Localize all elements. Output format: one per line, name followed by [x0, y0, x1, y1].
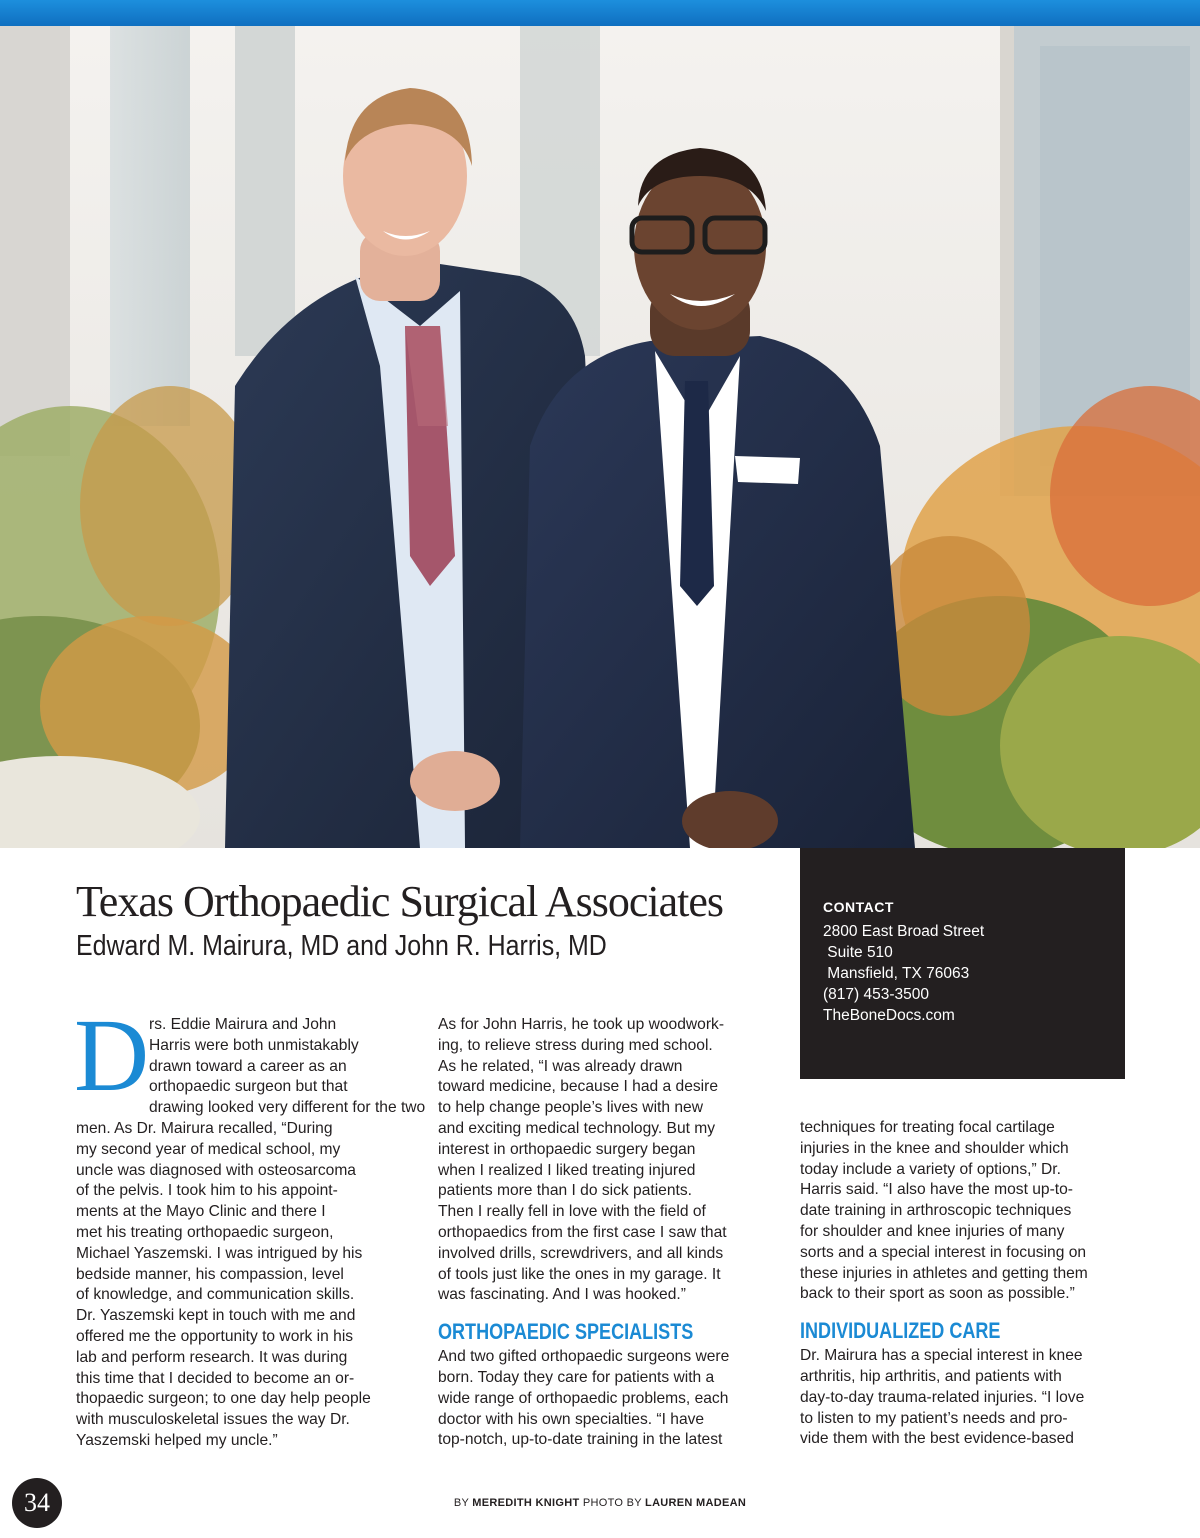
top-color-bar — [0, 0, 1200, 26]
drop-cap: D — [74, 998, 150, 1113]
body-line: was fascinating. And I was hooked.” — [438, 1286, 686, 1304]
body-line: injuries in the knee and shoulder which — [800, 1139, 1069, 1157]
contact-heading: CONTACT — [823, 899, 894, 915]
contact-phone: (817) 453-3500 — [823, 986, 929, 1003]
article-subtitle: Edward M. Mairura, MD and John R. Harris, MD — [76, 930, 607, 962]
byline-photo-label: PHOTO BY — [582, 1497, 642, 1509]
body-line: As for John Harris, he took up woodwork- — [438, 1016, 725, 1033]
body-line: when I realized I liked treating injured — [438, 1161, 696, 1179]
body-line: of the pelvis. I took him to his appoint- — [76, 1182, 338, 1200]
body-line: with musculoskeletal issues the way Dr. — [76, 1411, 350, 1429]
contact-suite: Suite 510 — [823, 944, 893, 961]
care-paragraph — [800, 1346, 1130, 1450]
body-line: top-notch, up-to-date training in the latest — [438, 1431, 723, 1449]
body-line: Harris said. “I also have the most up-to- — [800, 1181, 1073, 1199]
body-line: involved drills, screwdrivers, and all kinds — [438, 1244, 724, 1262]
body-line: Yaszemski helped my uncle.” — [76, 1431, 278, 1449]
byline-author: MEREDITH KNIGHT — [472, 1497, 580, 1509]
body-line: born. Today they care for patients with a — [438, 1368, 715, 1386]
body-line: and exciting medical technology. But my — [438, 1119, 716, 1137]
body-line: toward medicine, because I had a desire — [438, 1078, 718, 1096]
hero-photo — [0, 26, 1200, 848]
body-line: techniques for treating focal cartilage — [800, 1119, 1055, 1136]
body-line: my second year of medical school, my — [76, 1140, 341, 1158]
contact-website-link[interactable]: TheBoneDocs.com — [823, 1007, 955, 1024]
byline-photographer: LAUREN MADEAN — [645, 1497, 747, 1509]
body-line: bedside manner, his compassion, level — [76, 1265, 344, 1283]
body-line: orthopaedic surgeon but that — [149, 1078, 348, 1096]
body-column-3 — [800, 1118, 1130, 1450]
body-line: thopaedic surgeon; to one day help people — [76, 1390, 371, 1408]
body-line: ments at the Mayo Clinic and there I — [76, 1203, 326, 1221]
harris-paragraph — [438, 1015, 768, 1306]
body-line: orthopaedics from the first case I saw that — [438, 1223, 727, 1241]
body-line: Dr. Yaszemski kept in touch with me and — [76, 1307, 356, 1325]
body-line: Then I really fell in love with the field of — [438, 1203, 706, 1221]
body-line: lab and perform research. It was during — [76, 1348, 348, 1366]
body-line: day-to-day trauma-related injuries. “I love — [800, 1388, 1085, 1406]
body-line: of knowledge, and communication skills. — [76, 1286, 355, 1304]
body-line: vide them with the best evidence-based — [800, 1430, 1074, 1448]
body-line: back to their sport as soon as possible.” — [800, 1285, 1075, 1303]
body-line: Michael Yaszemski. I was intrigued by his — [76, 1244, 363, 1262]
body-line: sorts and a special interest in focusing on — [800, 1243, 1087, 1261]
body-line: today include a variety of options,” Dr. — [800, 1160, 1061, 1178]
body-line: drawn toward a career as an — [149, 1057, 347, 1075]
body-line: these injuries in athletes and getting them — [800, 1264, 1088, 1282]
body-column-2 — [438, 1015, 768, 1451]
body-line: doctor with his own specialties. “I have — [438, 1410, 705, 1428]
body-line: uncle was diagnosed with osteosarcoma — [76, 1161, 356, 1179]
body-line: of tools just like the ones in my garage. It — [438, 1265, 721, 1283]
body-line: for shoulder and knee injuries of many — [800, 1222, 1065, 1240]
body-line: drawing looked very different for the two — [149, 1099, 426, 1117]
body-line: rs. Eddie Mairura and John — [149, 1016, 337, 1033]
section-heading-individualized-care: INDIVIDUALIZED CARE — [800, 1318, 1001, 1344]
body-line: arthritis, hip arthritis, and patients with — [800, 1367, 1062, 1385]
specialists-paragraph — [438, 1347, 768, 1451]
contact-city: Mansfield, TX 76063 — [823, 965, 970, 982]
body-line: offered me the opportunity to work in his — [76, 1327, 354, 1345]
body-line: wide range of orthopaedic problems, each — [438, 1389, 729, 1407]
body-line: And two gifted orthopaedic surgeons were — [438, 1348, 730, 1366]
body-line: Harris were both unmistakably — [149, 1036, 359, 1054]
article-title: Texas Orthopaedic Surgical Associates — [76, 877, 724, 926]
body-line: to help change people’s lives with new — [438, 1099, 703, 1117]
body-line: this time that I decided to become an or- — [76, 1369, 355, 1387]
body-line: to listen to my patient’s needs and pro- — [800, 1409, 1068, 1427]
page-number: 34 — [12, 1478, 62, 1528]
hero-photo-illustration — [0, 26, 1200, 848]
contact-street: 2800 East Broad Street — [823, 923, 985, 940]
byline-by-label: BY — [453, 1497, 469, 1509]
section-heading-specialists: ORTHOPAEDIC SPECIALISTS — [438, 1319, 694, 1345]
byline — [0, 1497, 1200, 1509]
body-column-1 — [74, 998, 426, 1452]
body-line: ing, to relieve stress during med school. — [438, 1036, 713, 1054]
body-line: men. As Dr. Mairura recalled, “During — [76, 1119, 333, 1137]
contact-box — [800, 848, 1125, 1079]
body-line: As he related, “I was already drawn — [438, 1057, 683, 1075]
body-line: patients more than I do sick patients. — [438, 1182, 692, 1200]
body-line: Dr. Mairura has a special interest in knee — [800, 1347, 1083, 1365]
body-line: date training in arthroscopic techniques — [800, 1202, 1072, 1220]
techniques-paragraph — [800, 1118, 1130, 1305]
body-line: met his treating orthopaedic surgeon, — [76, 1223, 334, 1241]
body-line: interest in orthopaedic surgery began — [438, 1140, 696, 1158]
